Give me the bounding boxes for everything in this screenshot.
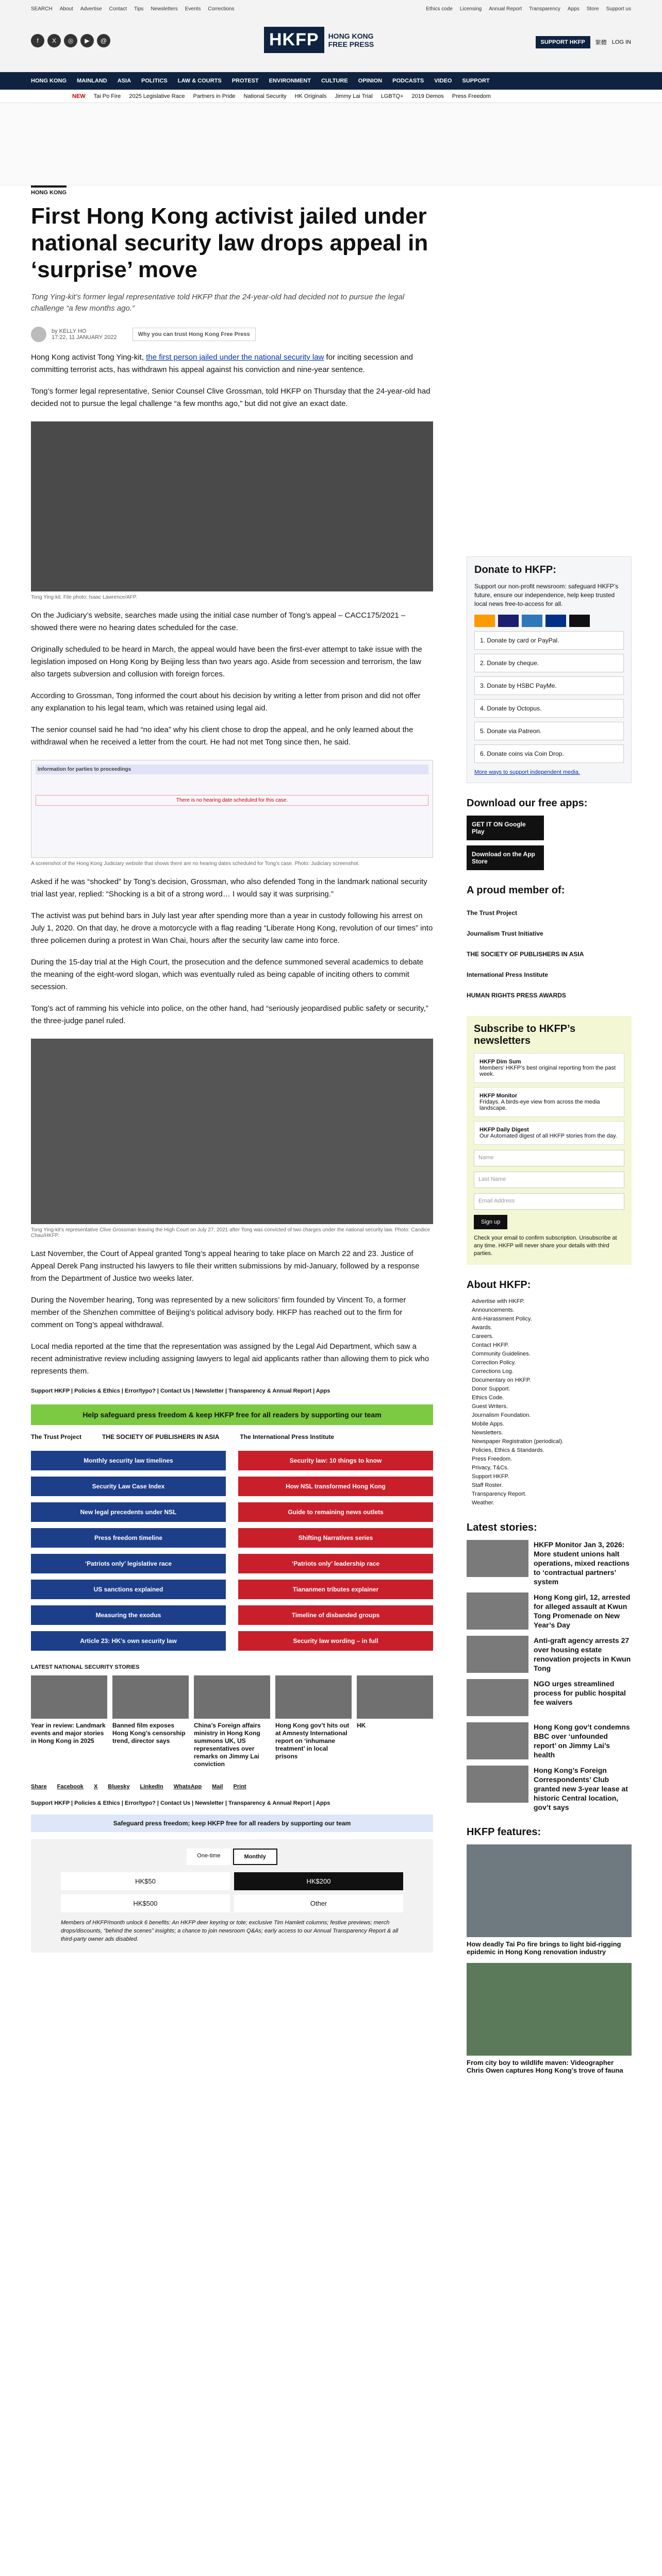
social-icons bbox=[31, 34, 110, 47]
member-org[interactable]: The Trust Project bbox=[467, 909, 518, 917]
about-link[interactable]: Privacy, T&Cs. bbox=[472, 1465, 509, 1471]
paragraph: The senior counsel said he had “no idea” why his client chose to drop the appeal, and he only learned about the withdrawal when he received a letter from the court. He had not met Tong since then, he said. bbox=[31, 725, 413, 747]
payment-icon bbox=[545, 615, 566, 627]
amount-option[interactable]: HK$200 bbox=[234, 1872, 403, 1890]
explainer-link[interactable]: Security Law Case Index bbox=[31, 1477, 226, 1496]
story-card[interactable]: Hong Kong gov’t hits out at Amnesty International report on ‘inhumane treatment’ in local prisons bbox=[275, 1675, 352, 1768]
explainer-link[interactable]: Press freedom timeline bbox=[31, 1528, 226, 1548]
explainer-link[interactable]: Security law wording – in full bbox=[238, 1631, 433, 1651]
paragraph: During the November hearing, Tong was represented by a new solicitors’ firm founded by Vincent To, a former member of the Shenzhen committee of Beijing’s political advisory body. HKFP has reached out to the firm for comment on Tong’s appeal withdrawal. bbox=[31, 1296, 406, 1329]
story-card[interactable]: Banned film exposes Hong Kong’s censorship trend, director says bbox=[112, 1675, 189, 1768]
explainer-link[interactable]: Security law: 10 things to know bbox=[238, 1451, 433, 1470]
paragraph: Last November, the Court of Appeal granted Tong’s appeal hearing to take place on March 22 and 23. Justice of Appeal Derek Pang instructed his lawyers to file their written submissions by mid-January, followed by a response from the Department of Justice two weeks later. bbox=[31, 1249, 420, 1283]
donate-text: Support our non-profit newsroom: safeguard HKFP’s future, ensure our independence, help keep trusted local news free-to-access for all. bbox=[474, 583, 619, 607]
ticker-bar bbox=[0, 90, 662, 103]
payment-icon bbox=[474, 615, 495, 627]
about-link[interactable]: Awards. bbox=[472, 1325, 492, 1331]
avatar bbox=[31, 327, 46, 342]
story-card[interactable]: HK bbox=[357, 1675, 433, 1768]
google-play-badge[interactable]: GET IT ON Google Play bbox=[467, 816, 544, 840]
category-label[interactable]: HONG KONG bbox=[31, 185, 67, 196]
explainer-link[interactable]: New legal precedents under NSL bbox=[31, 1502, 226, 1522]
about-link[interactable]: Weather. bbox=[472, 1500, 494, 1506]
paragraph: Tong’s act of ramming his vehicle into police, on the other hand, had “seriously jeopardised public safety or security,” the three-judge panel ruled. bbox=[31, 1004, 428, 1025]
about-link[interactable]: Journalism Foundation. bbox=[472, 1412, 531, 1418]
ad-space bbox=[0, 103, 662, 185]
donate-option[interactable]: 6. Donate coins via Coin Drop. bbox=[474, 744, 624, 763]
explainer-link[interactable]: Shifting Narratives series bbox=[238, 1528, 433, 1548]
top-link[interactable]: Events bbox=[185, 6, 201, 12]
about-link[interactable]: Ethics Code. bbox=[472, 1395, 504, 1401]
about-link[interactable]: Careers. bbox=[472, 1333, 494, 1340]
member-org[interactable]: THE SOCIETY OF PUBLISHERS IN ASIA bbox=[467, 951, 584, 958]
login-link[interactable]: LOG IN bbox=[611, 39, 631, 45]
paragraph: Tong’s former legal representative, Senior Counsel Clive Grossman, told HKFP on Thursday that the 24-year-old had decided not to pursue the legal challenge “a few months ago,” but did not give an exact date. bbox=[31, 387, 431, 408]
newsletter-option[interactable]: HKFP Monitor Fridays. A birds-eye view from across the media landscape. bbox=[474, 1087, 624, 1117]
newsletter-option[interactable]: HKFP Dim Sum Members’ HKFP’s best original reporting from the past week. bbox=[474, 1053, 624, 1083]
payment-icons bbox=[474, 615, 624, 627]
top-link[interactable]: Tips bbox=[134, 6, 144, 12]
ticker-item[interactable]: Partners in Pride bbox=[193, 93, 236, 99]
photo-caption: A screenshot of the Hong Kong Judiciary website that shows there are no hearing dates scheduled for Tong’s case. Photo: Judiciary screenshot. bbox=[31, 861, 360, 867]
donate-option[interactable]: 5. Donate via Patreon. bbox=[474, 722, 624, 740]
nav-item[interactable]: VIDEO bbox=[434, 78, 452, 84]
top-right-links bbox=[426, 6, 631, 12]
support-button[interactable]: SUPPORT HKFP bbox=[536, 36, 590, 48]
donate-heading: Donate to HKFP: bbox=[474, 564, 556, 575]
paragraph: Originally scheduled to be heard in March, the appeal would have been the first-ever attempt to take issue with the legislation imposed on Hong Kong by Beijing less than two years ago. Aside from secession and terrorism, the law also targets subversion and collusion with foreign forces. bbox=[31, 645, 422, 679]
about-link[interactable]: Advertise with HKFP. bbox=[472, 1298, 525, 1304]
top-link[interactable]: Annual Report bbox=[489, 6, 522, 12]
top-link[interactable]: Newsletters bbox=[151, 6, 178, 12]
latest-heading: Latest stories: bbox=[467, 1522, 537, 1533]
amount-option[interactable]: HK$50 bbox=[61, 1872, 230, 1890]
share-link[interactable]: Facebook bbox=[57, 1784, 84, 1790]
newsletter-box bbox=[467, 1016, 632, 1265]
paragraph: On the Judiciary’s website, searches made using the initial case number of Tong’s appeal – CACC175/2021 – showed there were no hearing dates scheduled for the case. bbox=[31, 611, 406, 632]
nav-item[interactable]: ENVIRONMENT bbox=[269, 78, 311, 84]
youtube-icon[interactable]: ▶ bbox=[80, 34, 94, 47]
explainer-link[interactable]: How NSL transformed Hong Kong bbox=[238, 1477, 433, 1496]
top-left-links bbox=[31, 6, 234, 12]
email-field[interactable]: Email Address bbox=[474, 1193, 624, 1210]
ticker-item[interactable]: HK Originals bbox=[294, 93, 327, 99]
partner[interactable]: THE SOCIETY OF PUBLISHERS IN ASIA bbox=[102, 1433, 220, 1440]
paragraph: Asked if he was “shocked” by Tong’s decision, Grossman, who also defended Tong in the landmark national security trial last year, replied: “Shocking is a bit of a strong word… I would say it was surprising.” bbox=[31, 877, 427, 899]
header-actions bbox=[536, 36, 631, 48]
about-link[interactable]: Documentary on HKFP. bbox=[472, 1377, 531, 1383]
top-link[interactable]: Apps bbox=[567, 6, 580, 12]
explainer-link[interactable]: Tiananmen tributes explainer bbox=[238, 1580, 433, 1599]
app-store-badge[interactable]: Download on the App Store bbox=[467, 845, 544, 870]
photo-caption: Tong Ying-kit. File photo: Isaac Lawrence/AFP. bbox=[31, 595, 138, 600]
search-link[interactable]: SEARCH bbox=[31, 6, 53, 12]
about-link[interactable]: Anti-Harassment Policy. bbox=[472, 1316, 532, 1322]
top-link[interactable]: Contact bbox=[109, 6, 127, 12]
story-card[interactable]: China’s Foreign affairs ministry in Hong Kong summons UK, US representatives over remarks on Jimmy Lai conviction bbox=[194, 1675, 270, 1768]
ticker-label: NEW bbox=[72, 93, 86, 99]
about-link[interactable]: Newsletters. bbox=[472, 1430, 503, 1436]
paragraph: The activist was put behind bars in July last year after spending more than a year in custody following his arrest on July 1, 2020. On that day, he drove a motorcycle with a flag reading “Liberate Hong Kong, revolution of our times” into three policemen during a protest in Wan Chai, hours after the security law came into force. bbox=[31, 911, 433, 945]
share-bar bbox=[31, 1784, 433, 1790]
photo-caption: Tong Ying-kit’s representative Clive Grossman leaving the High Court on July 27, 2021 after Tong was convicted of two charges under the national security law. Photo: Candice Chau/HKFP. bbox=[31, 1227, 430, 1239]
logo-mark: HKFP bbox=[264, 27, 324, 53]
top-link[interactable]: Corrections bbox=[208, 6, 235, 12]
ticker-item[interactable]: National Security bbox=[243, 93, 287, 99]
story-item[interactable]: HKFP Monitor Jan 3, 2026: More student unions halt operations, mixed reactions to ‘contractual partners’ system bbox=[467, 1540, 632, 1586]
author[interactable]: by KELLY HO bbox=[52, 328, 87, 334]
story-item[interactable]: Hong Kong girl, 12, arrested for alleged assault at Kwun Tong Promenade on New Year’s Day bbox=[467, 1592, 632, 1630]
donate-option[interactable]: 3. Donate by HSBC PayMe. bbox=[474, 676, 624, 695]
explainer-link[interactable]: ‘Patriots only’ leadership race bbox=[238, 1554, 433, 1573]
share-link[interactable]: LinkedIn bbox=[140, 1784, 163, 1790]
about-link[interactable]: Staff Roster. bbox=[472, 1482, 503, 1488]
nav-item[interactable]: CULTURE bbox=[321, 78, 348, 84]
amount-option[interactable]: Other bbox=[234, 1894, 403, 1912]
first-name-field[interactable]: Name bbox=[474, 1150, 624, 1166]
nav-item[interactable]: SUPPORT bbox=[462, 78, 490, 84]
about-link[interactable]: Transparency Report. bbox=[472, 1491, 526, 1497]
explainer-link[interactable]: US sanctions explained bbox=[31, 1580, 226, 1599]
about-link[interactable]: Policies, Ethics & Standards. bbox=[472, 1447, 544, 1453]
footer-links[interactable]: Support HKFP | Policies & Ethics | Error/typo? | Contact Us | Newsletter | Transparency & Annual Report | Apps bbox=[31, 1388, 330, 1394]
photo-grossman bbox=[31, 1039, 433, 1224]
story-item[interactable]: Hong Kong’s Foreign Correspondents’ Club granted new 3-year lease at historic Central location, gov’t says bbox=[467, 1766, 632, 1812]
paragraph: Local media reported at the time that the representation was assigned by the Legal Aid Department, which saw a recent administrative review including assigning lawyers to legal aid applicants rather than allowing them to pick who represents them. bbox=[31, 1342, 429, 1376]
share-link[interactable]: Share bbox=[31, 1784, 47, 1790]
about-link[interactable]: Newspaper Registration (periodical). bbox=[472, 1438, 564, 1445]
share-link[interactable]: Mail bbox=[212, 1784, 223, 1790]
nav-item[interactable]: POLITICS bbox=[141, 78, 168, 84]
about-link[interactable]: Corrections Log. bbox=[472, 1368, 514, 1375]
features-heading: HKFP features: bbox=[467, 1826, 541, 1838]
logo-line2: FREE PRESS bbox=[328, 40, 374, 48]
about-link[interactable]: Guest Writers. bbox=[472, 1403, 508, 1410]
apps-heading: Download our free apps: bbox=[467, 798, 588, 809]
story-item[interactable]: Hong Kong gov’t condemns BBC over ‘unfounded report’ on Jimmy Lai’s health bbox=[467, 1722, 632, 1759]
last-name-field[interactable]: Last Name bbox=[474, 1172, 624, 1188]
nav-item[interactable]: OPINION bbox=[358, 78, 383, 84]
paragraph: Hong Kong activist Tong Ying-kit, the first person jailed under the national security law for inciting secession and committing terrorist acts, has withdrawn his appeal against his conviction and nine-year sentence. bbox=[31, 353, 413, 374]
top-link[interactable]: About bbox=[59, 6, 73, 12]
about-list bbox=[467, 1297, 632, 1507]
newsletter-option[interactable]: HKFP Daily Digest Our Automated digest of all HKFP stories from the day. bbox=[474, 1121, 624, 1145]
top-link[interactable]: Advertise bbox=[80, 6, 102, 12]
explainer-grid bbox=[31, 1451, 433, 1651]
about-link[interactable]: Support HKFP. bbox=[472, 1473, 509, 1480]
member-benefits: Members of HKFP/month unlock 6 benefits: An HKFP deer keyring or tote; exclusive Tim Hamlett columns; festive previews; merch drops/discounts, “behind the scenes” insights; a chance to join newsroom Q&As; early access to our Annual Transparency Report & all third-party owner ads disabled. bbox=[61, 1920, 399, 1942]
top-link[interactable]: Support us bbox=[606, 6, 631, 12]
ticker-item[interactable]: LGBTQ+ bbox=[380, 93, 404, 99]
top-link[interactable]: Store bbox=[586, 6, 599, 12]
member-org[interactable]: HUMAN RIGHTS PRESS AWARDS bbox=[467, 992, 566, 999]
about-link[interactable]: Announcements. bbox=[472, 1307, 515, 1313]
sidebar bbox=[467, 556, 632, 2074]
ticker-item[interactable]: Tai Po Fire bbox=[93, 93, 121, 99]
donate-widget bbox=[31, 1839, 433, 1953]
paragraph: According to Grossman, Tong informed the court about his decision by writing a letter from prison and did not offer any explanation to his legal team, which was retained using legal aid. bbox=[31, 691, 421, 713]
about-heading: About HKFP: bbox=[467, 1279, 531, 1291]
screenshot-notice: There is no hearing date scheduled for this case. bbox=[36, 795, 428, 806]
member-org[interactable]: International Press Institute bbox=[467, 971, 549, 978]
bottom-banner[interactable]: Safeguard press freedom; keep HKFP free for all readers by supporting our team bbox=[31, 1815, 433, 1832]
explainer-link[interactable]: Timeline of disbanded groups bbox=[238, 1605, 433, 1625]
nav-item[interactable]: HONG KONG bbox=[31, 78, 67, 84]
explainer-link[interactable]: ‘Patriots only’ legislative race bbox=[31, 1554, 226, 1573]
nav-item[interactable]: PROTEST bbox=[231, 78, 259, 84]
nav-item[interactable]: MAINLAND bbox=[77, 78, 107, 84]
page-title: First Hong Kong activist jailed under national security law drops appeal in ‘surprise’ move bbox=[31, 204, 428, 282]
payment-icon bbox=[569, 615, 590, 627]
main-nav bbox=[0, 72, 662, 90]
latest-nsl-heading: LATEST NATIONAL SECURITY STORIES bbox=[31, 1664, 140, 1670]
explainer-link[interactable]: Article 23: HK’s own security law bbox=[31, 1631, 226, 1651]
top-link[interactable]: Transparency bbox=[529, 6, 560, 12]
newsletter-note: Check your email to confirm subscription. Unsubscribe at any time. HKFP will never share your details with third parties. bbox=[474, 1235, 617, 1257]
amount-option[interactable]: HK$500 bbox=[61, 1894, 230, 1912]
share-link[interactable]: WhatsApp bbox=[173, 1784, 202, 1790]
about-link[interactable]: Community Guidelines. bbox=[472, 1351, 531, 1357]
ticker-item[interactable]: Jimmy Lai Trial bbox=[335, 93, 373, 99]
inline-link[interactable]: the first person jailed under the national security law bbox=[146, 353, 324, 362]
freq-monthly[interactable]: Monthly bbox=[233, 1849, 277, 1865]
instagram-icon[interactable]: ◎ bbox=[64, 34, 77, 47]
feature-card[interactable]: From city boy to wildlife maven: Videographer Chris Owen captures Hong Kong’s trove of fauna bbox=[467, 1963, 632, 2074]
payment-icon bbox=[522, 615, 542, 627]
footer-links[interactable]: Support HKFP | Policies & Ethics | Error/typo? | Contact Us | Newsletter | Transparency & Annual Report | Apps bbox=[31, 1800, 330, 1806]
photo-tong bbox=[31, 421, 433, 591]
payment-icon bbox=[498, 615, 519, 627]
latest-nsl-list bbox=[31, 1675, 433, 1768]
partner-logos bbox=[31, 1433, 433, 1440]
explainer-link[interactable]: Measuring the exodus bbox=[31, 1605, 226, 1625]
about-link[interactable]: Donor Support. bbox=[472, 1386, 510, 1392]
date: 17:22, 11 JANUARY 2022 bbox=[52, 334, 117, 341]
donate-option[interactable]: 2. Donate by cheque. bbox=[474, 654, 624, 672]
byline bbox=[31, 327, 433, 342]
freq-one-time[interactable]: One-time bbox=[187, 1849, 230, 1865]
about-link[interactable]: Correction Policy. bbox=[472, 1360, 516, 1366]
screenshot-heading: Information for parties to proceedings bbox=[36, 765, 428, 774]
nav-item[interactable]: LAW & COURTS bbox=[177, 78, 222, 84]
logo-line1: HONG KONG bbox=[328, 31, 374, 40]
story-item[interactable]: NGO urges streamlined process for public hospital fee waivers bbox=[467, 1679, 632, 1716]
story-card[interactable]: Year in review: Landmark events and major stories in Hong Kong in 2025 bbox=[31, 1675, 107, 1768]
top-link[interactable]: Licensing bbox=[459, 6, 482, 12]
more-ways-link[interactable]: More ways to support independent media. bbox=[474, 769, 580, 775]
explainer-link[interactable]: Monthly security law timelines bbox=[31, 1451, 226, 1470]
partner[interactable]: The Trust Project bbox=[31, 1433, 82, 1440]
about-link[interactable]: Press Freedom. bbox=[472, 1456, 512, 1462]
site-header bbox=[0, 0, 662, 72]
article-lead: Tong Ying-kit’s former legal representative told HKFP that the 24-year-old had decided not to pursue the legal challenge “a few months ago.” bbox=[31, 293, 405, 313]
trust-link[interactable]: Why you can trust Hong Kong Free Press bbox=[133, 328, 256, 341]
paragraph: During the 15-day trial at the High Court, the prosecution and the defence summoned several academics to debate the meaning of the eight-word slogan, which was eventually ruled as being capable of inciting others to commit secession. bbox=[31, 958, 424, 991]
share-link[interactable]: Print bbox=[233, 1784, 246, 1790]
partner[interactable]: The International Press Institute bbox=[240, 1433, 335, 1440]
signup-button[interactable]: Sign up bbox=[474, 1215, 507, 1229]
explainer-link[interactable]: Guide to remaining news outlets bbox=[238, 1502, 433, 1522]
support-banner[interactable]: Help safeguard press freedom & keep HKFP free for all readers by supporting our team bbox=[31, 1404, 433, 1425]
donate-option[interactable]: 4. Donate by Octopus. bbox=[474, 699, 624, 718]
member-org[interactable]: Journalism Trust Initiative bbox=[467, 930, 543, 937]
newsletter-heading: Subscribe to HKFP’s newsletters bbox=[474, 1023, 576, 1046]
proud-heading: A proud member of: bbox=[467, 885, 565, 896]
ticker-item[interactable]: 2019 Demos bbox=[411, 93, 444, 99]
threads-icon[interactable]: @ bbox=[97, 34, 110, 47]
share-link[interactable]: X bbox=[93, 1784, 98, 1790]
ticker-item[interactable]: Press Freedom bbox=[452, 93, 491, 99]
nav-item[interactable]: ASIA bbox=[117, 78, 131, 84]
donate-box bbox=[467, 556, 632, 783]
member-orgs bbox=[467, 903, 632, 1006]
top-link[interactable]: Ethics code bbox=[426, 6, 453, 12]
judiciary-screenshot bbox=[31, 760, 433, 858]
language-link[interactable]: 繁體 bbox=[595, 40, 607, 46]
story-item[interactable]: Anti-graft agency arrests 27 over housing estate renovation projects in Kwun Tong bbox=[467, 1636, 632, 1673]
donate-option[interactable]: 1. Donate by card or PayPal. bbox=[474, 631, 624, 650]
site-logo[interactable] bbox=[264, 27, 374, 53]
x-icon[interactable]: X bbox=[47, 34, 61, 47]
article bbox=[31, 185, 433, 1953]
nav-item[interactable]: PODCASTS bbox=[392, 78, 424, 84]
feature-card[interactable]: How deadly Tai Po fire brings to light bid-rigging epidemic in Hong Kong renovation industry bbox=[467, 1844, 632, 1956]
facebook-icon[interactable]: f bbox=[31, 34, 44, 47]
ticker-item[interactable]: 2025 Legislative Race bbox=[129, 93, 185, 99]
share-link[interactable]: Bluesky bbox=[108, 1784, 130, 1790]
about-link[interactable]: Mobile Apps. bbox=[472, 1421, 504, 1427]
about-link[interactable]: Contact HKFP. bbox=[472, 1342, 509, 1348]
